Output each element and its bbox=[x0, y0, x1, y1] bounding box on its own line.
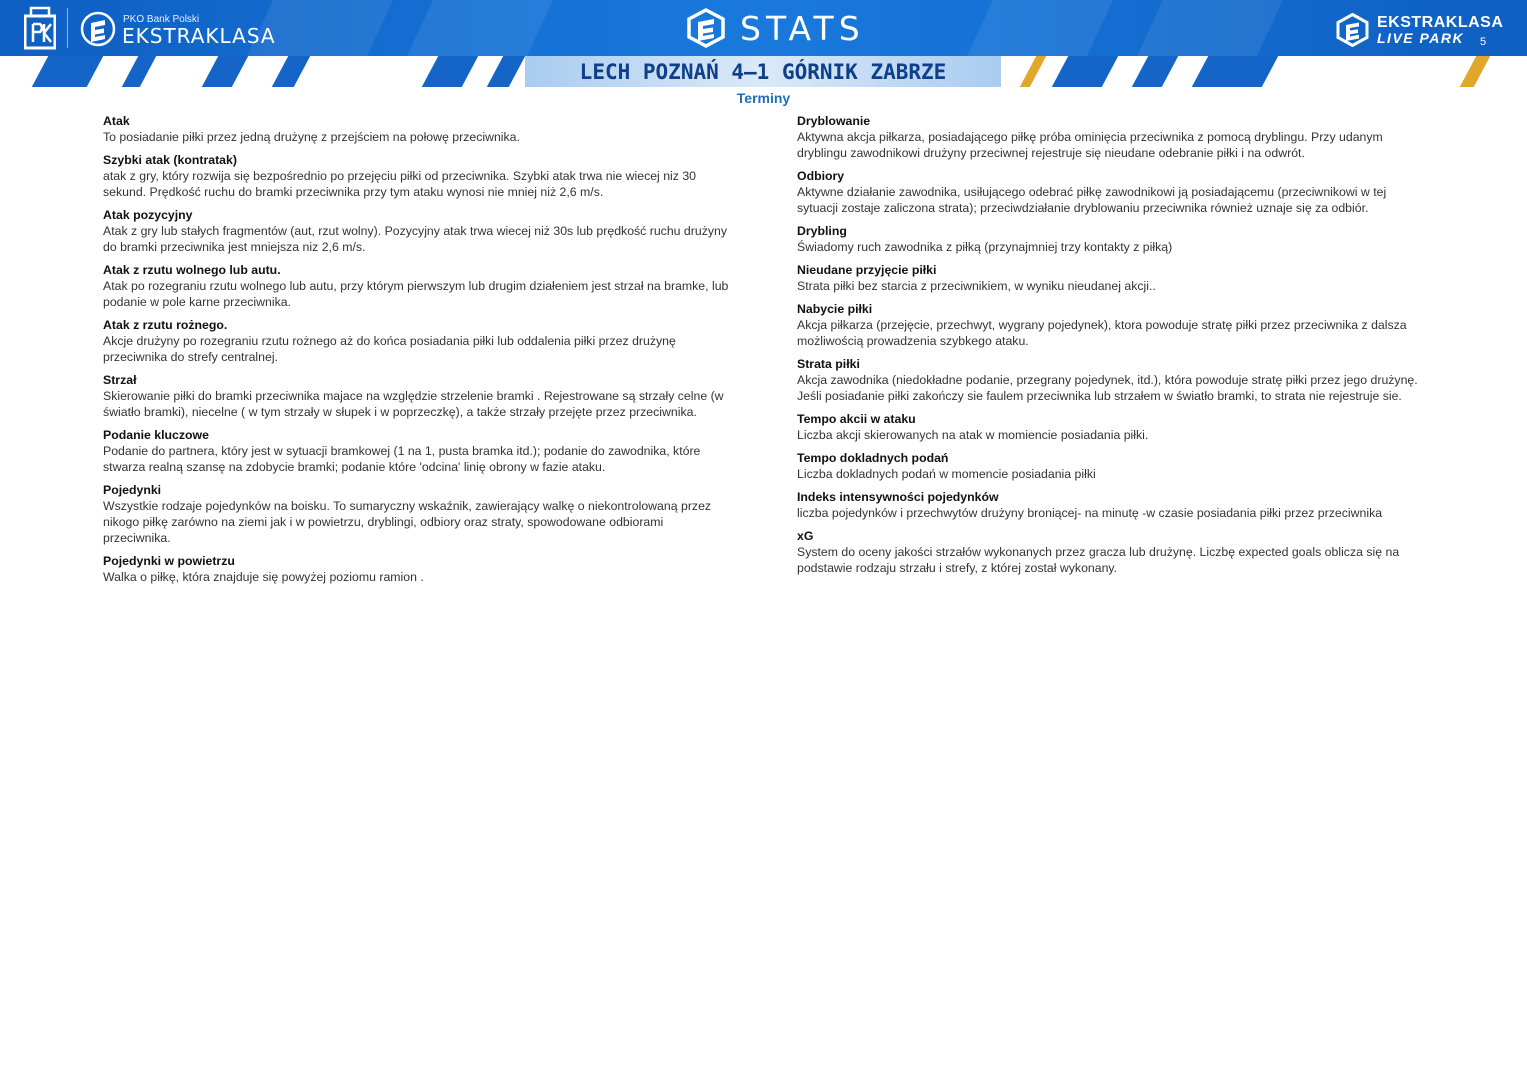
term-description: Liczba akcji skierowanych na atak w momiencie posiadania piłki. bbox=[797, 428, 1149, 442]
banner-decor bbox=[487, 56, 525, 87]
match-title: LECH POZNAŃ 4–1 GÓRNIK ZABRZE bbox=[579, 60, 947, 84]
term-item bbox=[797, 450, 1427, 482]
term-item bbox=[103, 113, 733, 145]
sponsor-line: PKO Bank Polski bbox=[123, 14, 200, 25]
term-description: To posiadanie piłki przez jedną drużynę z przejściem na połowę przeciwnika. bbox=[103, 130, 520, 144]
terms-left-column bbox=[103, 113, 733, 592]
term-description: System do oceny jakości strzałów wykonanych przez gracza lub drużynę. Liczbę expected goals oblicza się na podstawie rodzaju strzału i strefy, z której został wykonany. bbox=[797, 545, 1400, 575]
term-title: Podanie kluczowe bbox=[103, 428, 209, 442]
term-item bbox=[797, 411, 1427, 443]
ekstraklasa-badge-icon bbox=[80, 10, 116, 48]
term-title: Nieudane przyjęcie piłki bbox=[797, 263, 937, 277]
term-description: Akcja zawodnika (niedokładne podanie, przegrany pojedynek, itd.), która powoduje stratę piłki przez jego drużynę. Jeśli posiadanie piłki zakończy sie faulem przeciwnika lub strzałem w światło bramki, to strata nie rejestruje sie. bbox=[797, 373, 1418, 403]
header-decor-stripe bbox=[1137, 0, 1283, 56]
banner-decor bbox=[422, 56, 478, 87]
term-title: Pojedynki w powietrzu bbox=[103, 554, 235, 568]
term-description: Podanie do partnera, który jest w sytuacji bramkowej (1 na 1, pusta bramka itd.); podanie do zawodnika, które stwarza realną szansę na zdobycie bramki; podanie które 'odcina' linię obrony w fazie ataku. bbox=[103, 444, 701, 474]
term-item bbox=[103, 317, 733, 365]
partner-title: EKSTRAKLASA bbox=[1377, 14, 1504, 31]
term-title: Tempo dokladnych podań bbox=[797, 451, 949, 465]
term-item bbox=[797, 489, 1427, 521]
term-item bbox=[103, 427, 733, 475]
term-item bbox=[797, 168, 1427, 216]
term-item bbox=[103, 207, 733, 255]
term-title: Nabycie piłki bbox=[797, 302, 873, 316]
header-decor-stripe bbox=[407, 0, 553, 56]
term-item bbox=[103, 482, 733, 546]
stats-label: STATS bbox=[740, 9, 865, 48]
term-title: Atak z rzutu wolnego lub autu. bbox=[103, 263, 281, 277]
stats-e-icon bbox=[686, 8, 726, 48]
term-item bbox=[797, 301, 1427, 349]
term-item bbox=[797, 356, 1427, 404]
term-title: Szybki atak (kontratak) bbox=[103, 153, 237, 167]
page-header bbox=[0, 0, 1527, 56]
term-item bbox=[797, 262, 1427, 294]
term-title: Indeks intensywności pojedynków bbox=[797, 490, 999, 504]
banner-decor bbox=[272, 56, 310, 87]
term-title: Tempo akcii w ataku bbox=[797, 412, 916, 426]
term-description: Akcja piłkarza (przejęcie, przechwyt, wygrany pojedynek), ktora powoduje stratę piłki przez przeciwnika z dalsza możliwością prowadzenia szybkego ataku. bbox=[797, 318, 1407, 348]
page-number: 5 bbox=[1480, 36, 1487, 48]
term-title: Atak bbox=[103, 114, 130, 128]
term-title: Drybling bbox=[797, 224, 847, 238]
term-title: xG bbox=[797, 529, 814, 543]
term-description: liczba pojedynków i przechwytów drużyny broniącej- na minutę -w czasie posiadania piłki przez przeciwnika bbox=[797, 506, 1383, 520]
term-item bbox=[103, 152, 733, 200]
term-description: Aktywne działanie zawodnika, usiłującego odebrać piłkę zawodnikowi ją posiadającemu (przeciwnikowi w tej sytuacji zostaje zaliczona strata); przeciwdziałanie dryblowaniu przeciwnika również uznaje się za odbiór. bbox=[797, 185, 1387, 215]
term-description: Walka o piłkę, która znajduje się powyżej poziomu ramion . bbox=[103, 570, 424, 584]
term-description: Wszystkie rodzaje pojedynków na boisku. To sumaryczny wskaźnik, zawierający walkę o niekontrolowaną przez nikogo piłkę zarówno na ziemi jak i w powietrzu, dryblingi, odbiory oraz straty, spowodowane odbiorami przeciwnika. bbox=[103, 499, 712, 545]
pko-logo-icon bbox=[24, 6, 56, 50]
header-decor-stripe bbox=[967, 0, 1113, 56]
term-title: Pojedynki bbox=[103, 483, 162, 497]
term-description: Skierowanie piłki do bramki przeciwnika majace na względzie strzelenie bramki . Rejestrowane są strzały celne (w światło bramki), niecelne ( w tym strzały w słupek i w poprzeczkę), a także strzały przejęte przez przeciwnika. bbox=[103, 389, 724, 419]
banner-decor bbox=[202, 56, 248, 87]
banner-decor bbox=[1052, 56, 1118, 87]
term-item bbox=[797, 113, 1427, 161]
banner-decor bbox=[1460, 56, 1490, 87]
term-description: atak z gry, który rozwija się bezpośrednio po przejęciu piłki od przeciwnika. Szybki atak trwa nie wiecej niz 30 sekund. Prędkość ruchu do bramki przeciwnika przy tym ataku wynosi nie mniej niż 2,6 m/s. bbox=[103, 169, 697, 199]
term-item bbox=[103, 372, 733, 420]
term-title: Dryblowanie bbox=[797, 114, 871, 128]
term-title: Odbiory bbox=[797, 169, 845, 183]
term-description: Atak po rozegraniu rzutu wolnego lub autu, przy którym pierwszym lub drugim działeniem jest strzał na bramke, lub podanie w pole karne przeciwnika. bbox=[103, 279, 729, 309]
term-item bbox=[797, 528, 1427, 576]
banner-decor bbox=[1132, 56, 1178, 87]
term-description: Strata piłki bez starcia z przeciwnikiem, w wyniku nieudanej akcji.. bbox=[797, 279, 1156, 293]
live-park-e-icon bbox=[1336, 13, 1369, 47]
term-title: Atak pozycyjny bbox=[103, 208, 193, 222]
term-description: Akcje drużyny po rozegraniu rzutu rożnego aż do końca posiadania piłki lub oddalenia piłki przez drużynę przeciwnika do strefy centralnej. bbox=[103, 334, 676, 364]
term-title: Atak z rzutu rożnego. bbox=[103, 318, 228, 332]
term-description: Aktywna akcja piłkarza, posiadającego piłkę próba ominięcia przeciwnika z pomocą dryblingu. Przy udanym dryblingu zawodnikowi drużyny przeciwnej rejestruje się nieudane odebranie piłki i na odwrót. bbox=[797, 130, 1383, 160]
term-title: Strzał bbox=[103, 373, 137, 387]
banner-decor bbox=[122, 56, 156, 87]
term-description: Atak z gry lub stałych fragmentów (aut, rzut wolny). Pozycyjny atak trwa wiecej niż 30s lub prędkość ruchu drużyny do bramki przeciwnika jest mniejsza niz 2,6 m/s. bbox=[103, 224, 727, 254]
terms-right-column bbox=[797, 113, 1427, 583]
league-name: EKSTRAKLASA bbox=[122, 24, 276, 48]
banner-decor bbox=[1192, 56, 1278, 87]
term-title: Strata piłki bbox=[797, 357, 860, 371]
section-title: Terminy bbox=[736, 90, 791, 106]
partner-subtitle: LIVE PARK bbox=[1377, 30, 1465, 46]
term-item bbox=[797, 223, 1427, 255]
banner-decor bbox=[1020, 56, 1046, 87]
term-item bbox=[103, 553, 733, 585]
logo-divider bbox=[67, 8, 68, 48]
term-item bbox=[103, 262, 733, 310]
term-description: Liczba dokladnych podań w momencie posiadania piłki bbox=[797, 467, 1096, 481]
banner-decor bbox=[32, 56, 103, 87]
term-description: Świadomy ruch zawodnika z piłką (przynajmniej trzy kontakty z piłką) bbox=[797, 240, 1173, 254]
